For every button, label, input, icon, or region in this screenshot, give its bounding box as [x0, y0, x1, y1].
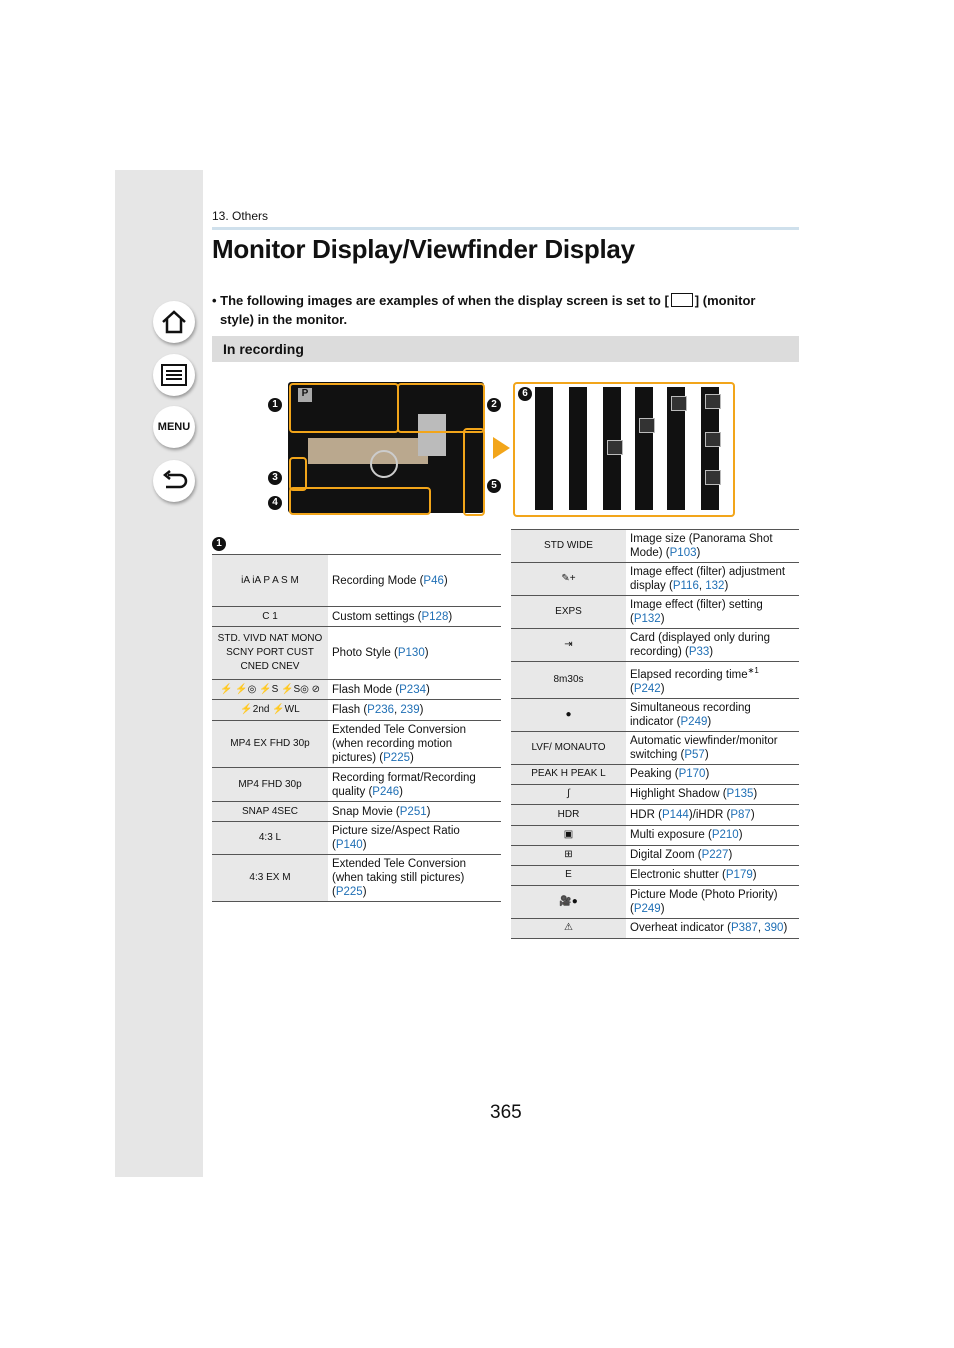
callout-box-2 — [397, 383, 485, 433]
page-title: Monitor Display/Viewfinder Display — [212, 234, 635, 264]
description-text: Photo Style — [332, 647, 391, 659]
row-icon: iA iA P A S M — [212, 555, 328, 607]
page-link[interactable]: P33 — [688, 646, 710, 658]
table-row — [511, 784, 799, 804]
description-text: Extended Tele Conversion (when taking still pictures) — [332, 858, 467, 884]
footnote-mark: ∗1 — [747, 666, 759, 675]
callout-6: 6 — [518, 387, 532, 401]
touch-tab-column — [569, 387, 587, 510]
description-text: Image effect (filter) setting — [630, 599, 763, 611]
row-description: Picture Mode (Photo Priority) (P249) — [626, 885, 799, 918]
row-description: Card (displayed only during recording) (P33) — [626, 629, 799, 662]
page-link[interactable]: P249 — [680, 715, 708, 728]
description-text: Multi exposure — [630, 829, 705, 842]
page-link[interactable]: P87 — [730, 808, 751, 821]
table-row — [212, 721, 501, 768]
description-text: Extended Tele Conversion (when recording motion pictures) — [332, 724, 467, 764]
row-icon: 🎥● — [511, 885, 626, 918]
page-link[interactable]: P179 — [725, 869, 753, 882]
row-description: Image effect (filter) adjustment display (P116, 132) — [626, 563, 799, 596]
description-text: Electronic shutter — [630, 869, 719, 882]
scene-area — [308, 438, 428, 464]
intro-text-1: • The following images are examples of when the display screen is set to [ — [212, 293, 669, 308]
table-1-label: 1 — [212, 537, 226, 551]
list-icon — [160, 363, 188, 387]
table-row — [511, 885, 799, 918]
description-text: Image size (Panorama Shot Mode) — [630, 533, 773, 559]
callout-4: 4 — [268, 496, 282, 510]
page-link[interactable]: P132 — [633, 613, 661, 625]
row-description: Digital Zoom (P227) — [626, 845, 799, 865]
description-text: Overheat indicator — [630, 922, 724, 935]
breadcrumb: 13. Others — [212, 209, 269, 223]
callout-3: 3 — [268, 471, 282, 485]
recording-mode-icon: P — [298, 388, 312, 402]
table-row — [511, 629, 799, 662]
touch-tab-column — [535, 387, 553, 510]
page-link[interactable]: P210 — [711, 829, 739, 842]
page-link[interactable]: P225 — [383, 752, 410, 764]
table-row — [511, 764, 799, 784]
tab-icon — [705, 470, 721, 485]
page-link[interactable]: P234 — [399, 683, 426, 696]
page-link[interactable]: P225 — [335, 886, 363, 898]
row-icon: MP4 EX FHD 30p — [212, 721, 328, 768]
callout-box-1 — [289, 383, 399, 433]
page-link[interactable]: P144 — [661, 808, 689, 821]
row-description: Recording format/Recording quality (P246) — [328, 768, 501, 802]
menu-label: MENU — [157, 421, 191, 433]
row-icon: ⇥ — [511, 629, 626, 662]
table-row — [212, 627, 501, 680]
row-description: HDR (P144)/iHDR (P87) — [626, 804, 799, 825]
description-text: Highlight Shadow — [630, 788, 720, 801]
row-icon: ▣ — [511, 825, 626, 845]
row-description: Peaking (P170) — [626, 764, 799, 784]
table-row — [212, 607, 501, 627]
description-text: Picture Mode (Photo Priority) — [630, 888, 778, 901]
back-button[interactable] — [153, 460, 195, 502]
row-icon: 4:3 EX M — [212, 855, 328, 902]
row-icon: ∫ — [511, 784, 626, 804]
row-icon: E — [511, 865, 626, 885]
callout-box-4 — [289, 487, 431, 515]
page-link[interactable]: P135 — [726, 788, 754, 801]
description-text: Flash — [332, 704, 361, 716]
row-description: Overheat indicator (P387, 390) — [626, 918, 799, 938]
page-link[interactable]: P116 — [672, 580, 699, 592]
page-link[interactable]: P130 — [397, 647, 425, 659]
page-link[interactable]: P140 — [335, 839, 363, 851]
tab-icon — [705, 394, 721, 409]
callout-box-5 — [463, 428, 485, 516]
row-description: Custom settings (P128) — [328, 607, 501, 627]
contents-list-button[interactable] — [153, 354, 195, 396]
page-link[interactable]: P249 — [633, 902, 661, 915]
row-icon: ⊞ — [511, 845, 626, 865]
table-row — [511, 804, 799, 825]
table-row — [511, 731, 799, 764]
description-text: Simultaneous recording indicator — [630, 701, 751, 728]
table-row — [511, 698, 799, 731]
table-row — [212, 855, 501, 902]
row-icon: STD. VIVD NAT MONO SCNY PORT CUST CNED CNEV — [212, 627, 328, 680]
menu-button[interactable] — [153, 406, 195, 448]
tab-icon — [639, 418, 655, 433]
description-text: Flash Mode — [332, 683, 393, 696]
description-text: Image effect (filter) adjustment display — [630, 566, 786, 592]
table-row — [212, 555, 501, 607]
page-link[interactable]: P128 — [421, 610, 449, 623]
description-text: Peaking — [630, 768, 672, 781]
table-row — [511, 845, 799, 865]
page-link[interactable]: 132 — [705, 580, 725, 592]
page-link[interactable]: P170 — [678, 768, 706, 781]
callout-5: 5 — [487, 479, 501, 493]
table-row — [511, 662, 799, 699]
description-text: Recording format/Recording quality — [332, 771, 476, 798]
row-description: Automatic viewfinder/monitor switching (P57) — [626, 731, 799, 764]
description-text: Recording Mode — [332, 574, 417, 587]
intro-text-3: style) in the monitor. — [220, 312, 348, 327]
row-icon: ✎+ — [511, 563, 626, 596]
page-link[interactable]: 390 — [764, 922, 784, 935]
home-icon — [160, 308, 188, 336]
description-text: Card (displayed only during recording) — [630, 632, 770, 658]
page-link[interactable]: P227 — [701, 849, 729, 862]
row-icon: MP4 FHD 30p — [212, 768, 328, 802]
row-icon: LVF/ MONAUTO — [511, 731, 626, 764]
table-row — [212, 768, 501, 802]
table-row — [511, 865, 799, 885]
page-link[interactable]: P103 — [669, 547, 697, 559]
page-number: 365 — [490, 1102, 522, 1123]
table-row — [511, 563, 799, 596]
callout-box-3 — [289, 457, 307, 491]
touch-tab-column — [635, 387, 653, 510]
row-description: Multi exposure (P210) — [626, 825, 799, 845]
page-link[interactable]: P387 — [731, 922, 758, 935]
row-icon: SNAP 4SEC — [212, 802, 328, 822]
right-icon-table — [511, 529, 799, 939]
row-icon: ⚡ ⚡◎ ⚡S ⚡S◎ ⊘ — [212, 680, 328, 700]
row-icon: ⚡2nd ⚡WL — [212, 700, 328, 721]
page-link[interactable]: P57 — [684, 748, 705, 761]
description-text: Digital Zoom — [630, 849, 695, 862]
table-row — [212, 802, 501, 822]
intro-note — [212, 291, 802, 329]
description-text: HDR — [630, 808, 655, 821]
page-link[interactable]: P242 — [633, 682, 661, 695]
row-icon: ⚠ — [511, 918, 626, 938]
description-extra: /iHDR — [692, 808, 724, 821]
row-description: Recording Mode (P46) — [328, 555, 501, 607]
section-title: In recording — [223, 341, 304, 357]
tab-icon — [607, 440, 623, 455]
row-description: Photo Style (P130) — [328, 627, 501, 680]
description-text: Custom settings — [332, 610, 415, 623]
home-button[interactable] — [153, 301, 195, 343]
page-link[interactable]: P46 — [423, 574, 444, 587]
self-timer-icon — [370, 450, 398, 478]
row-description: Flash Mode (P234) — [328, 680, 501, 700]
callout-1: 1 — [268, 398, 282, 412]
row-description: Highlight Shadow (P135) — [626, 784, 799, 804]
return-arrow-icon — [160, 469, 188, 493]
tab-icon — [671, 396, 687, 411]
row-icon: ● — [511, 698, 626, 731]
row-description: Simultaneous recording indicator (P249) — [626, 698, 799, 731]
row-description: Electronic shutter (P179) — [626, 865, 799, 885]
page-link[interactable]: P236 — [367, 704, 395, 716]
row-description: Elapsed recording time$^{∗1}$ (P242) — [626, 662, 799, 699]
header-rule — [212, 227, 799, 230]
description-text: Elapsed recording time — [630, 668, 748, 681]
row-icon: 8m30s — [511, 662, 626, 699]
table-row — [511, 530, 799, 563]
row-description: Image size (Panorama Shot Mode) (P103) — [626, 530, 799, 563]
row-description: Flash (P236, 239) — [328, 700, 501, 721]
arrow-right-icon — [493, 437, 510, 459]
section-header — [212, 336, 799, 362]
callout-2: 2 — [487, 398, 501, 412]
table-row — [212, 700, 501, 721]
page-link[interactable]: P251 — [399, 805, 427, 818]
table-row — [212, 822, 501, 855]
table-row — [212, 680, 501, 700]
touch-tab-illustration — [513, 382, 735, 517]
row-icon: C 1 — [212, 607, 328, 627]
row-description: Extended Tele Conversion (when taking still pictures) (P225) — [328, 855, 501, 902]
page-link[interactable]: P246 — [372, 785, 400, 798]
row-description: Extended Tele Conversion (when recording motion pictures) (P225) — [328, 721, 501, 768]
page-link[interactable]: 239 — [400, 704, 420, 716]
row-icon: EXPS — [511, 596, 626, 629]
row-icon: 4:3 L — [212, 822, 328, 855]
table-row — [511, 918, 799, 938]
row-icon: PEAK H PEAK L — [511, 764, 626, 784]
left-icon-table — [212, 554, 501, 902]
navigation-sidebar — [115, 170, 203, 1177]
row-icon: HDR — [511, 804, 626, 825]
description-text: Automatic viewfinder/monitor switching — [630, 734, 778, 761]
table-row — [511, 825, 799, 845]
row-description: Picture size/Aspect Ratio (P140) — [328, 822, 501, 855]
table-row — [511, 596, 799, 629]
intro-text-2: ] (monitor — [694, 293, 756, 308]
tab-icon — [705, 432, 721, 447]
monitor-style-icon — [671, 293, 693, 307]
row-icon: STD WIDE — [511, 530, 626, 563]
description-text: Picture size/Aspect Ratio — [332, 825, 460, 837]
row-description: Snap Movie (P251) — [328, 802, 501, 822]
row-description: Image effect (filter) setting (P132) — [626, 596, 799, 629]
description-text: Snap Movie — [332, 805, 393, 818]
